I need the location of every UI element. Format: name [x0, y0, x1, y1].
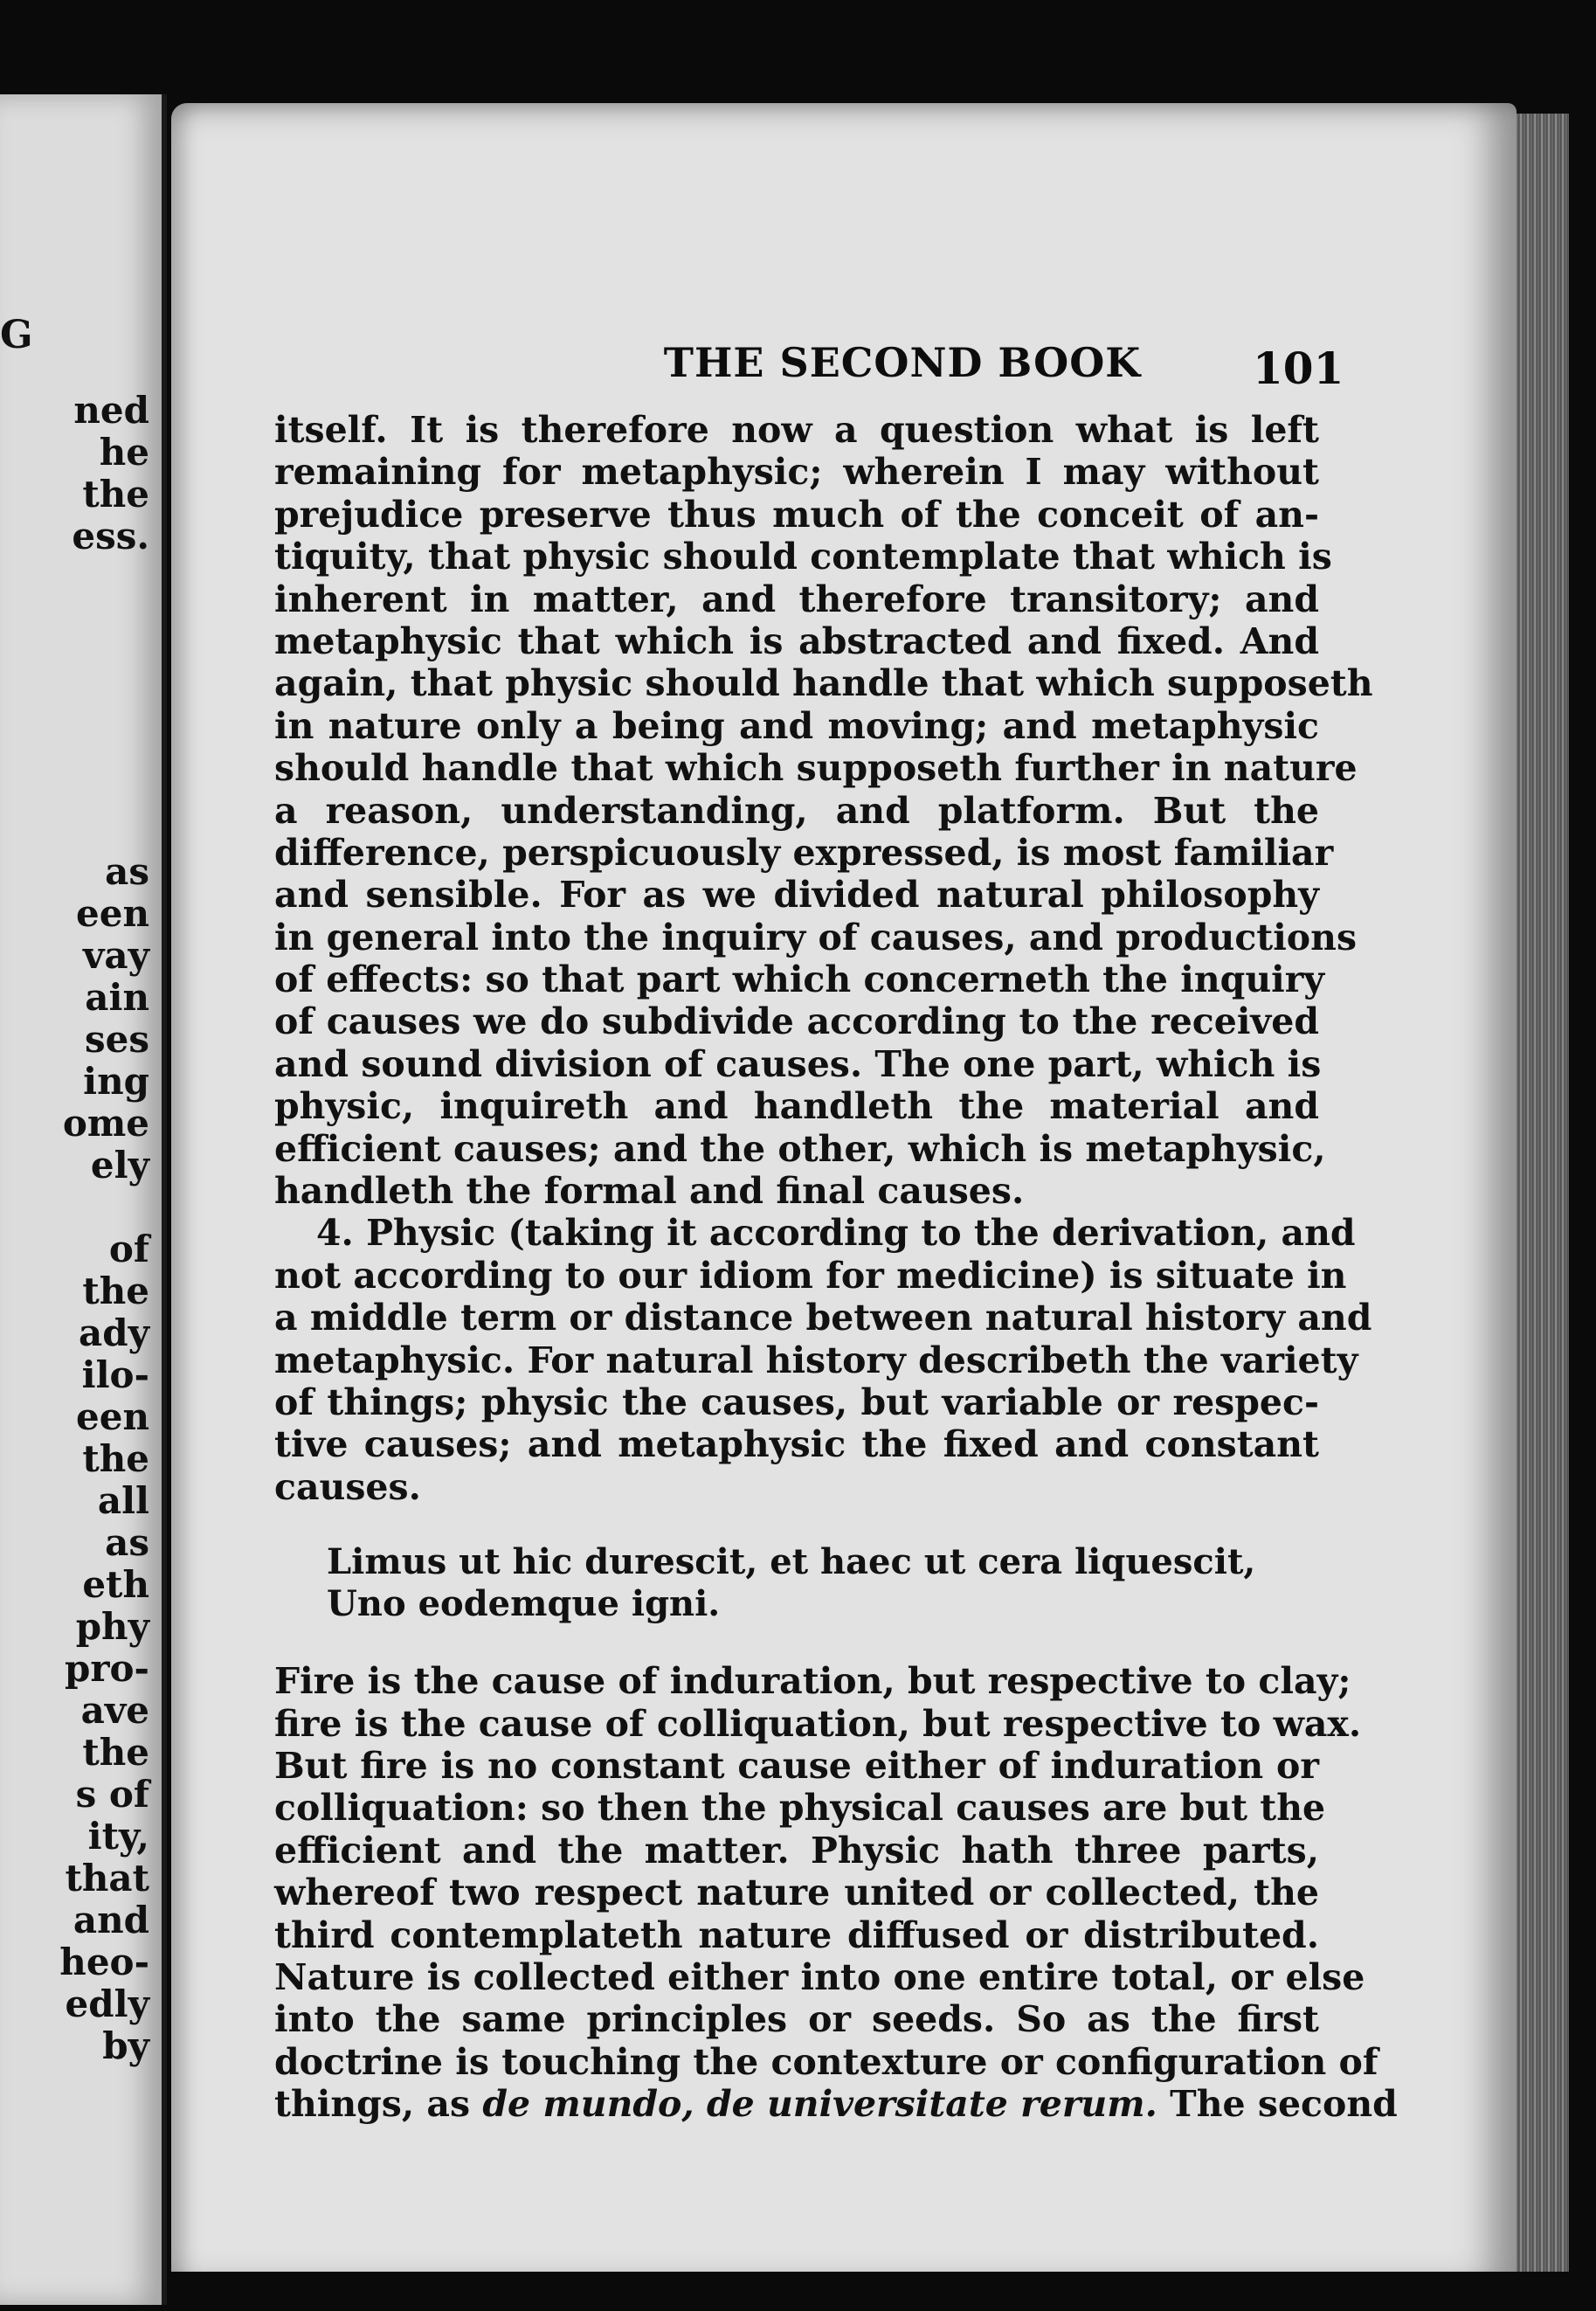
previous-page-line-fragment: vay [82, 934, 149, 977]
paragraph-2 [274, 1212, 1372, 1508]
body-text [274, 409, 1398, 2126]
text-line: Fire is the cause of induration, but respective to clay; [274, 1660, 1351, 1703]
previous-page-line-fragment: ilo- [81, 1353, 149, 1396]
previous-page-line-fragment: eth [82, 1563, 149, 1606]
previous-page [0, 94, 167, 2305]
text-line: of effects: so that part which concerneth the inquiry [274, 958, 1325, 1001]
text-line: of things; physic the causes, but variable or respec- [274, 1380, 1319, 1423]
text-line: into the same principles or seeds. So as the first [274, 1998, 1319, 2041]
previous-page-line-fragment: all [97, 1479, 149, 1522]
previous-page-line-fragment: ess. [72, 515, 149, 557]
text-line: in general into the inquiry of causes, and productions [274, 916, 1358, 958]
text-line: whereof two respect nature united or collected, the [274, 1872, 1319, 1914]
text-line: efficient causes; and the other, which is metaphysic, [274, 1127, 1326, 1170]
previous-page-line-fragment [59, 557, 149, 599]
text-line: in nature only a being and moving; and metaphysic [274, 704, 1319, 747]
text-line: and sensible. For as we divided natural philosophy [274, 874, 1319, 917]
running-head: THE SECOND BOOK [663, 339, 1142, 386]
previous-page-line-fragment: s of [75, 1773, 149, 1816]
previous-page-line-fragment: ned [73, 389, 149, 432]
text-line: handleth the formal and final causes. [274, 1170, 1025, 1213]
text-line: should handle that which supposeth further in nature [274, 747, 1358, 790]
previous-page-line-fragment: pro- [65, 1647, 149, 1690]
page-edge-stack [1517, 114, 1569, 2289]
previous-page-line-fragment [59, 599, 149, 641]
previous-page-line-fragment: the [82, 1270, 149, 1312]
previous-page-line-fragment [59, 809, 149, 851]
previous-page-line-fragment: as [105, 1521, 149, 1564]
previous-page-line-fragment: ome [62, 1102, 149, 1145]
previous-page-header-fragment: G [0, 313, 33, 357]
previous-page-line-fragment: of [108, 1228, 149, 1270]
text-line: doctrine is touching the contexture or configuration of [274, 2040, 1378, 2083]
previous-page-line-fragment: ain [85, 976, 149, 1019]
previous-page-line-fragment: by [102, 2024, 149, 2067]
text-line: physic, inquireth and handleth the material and [274, 1085, 1319, 1128]
previous-page-line-fragment: that [65, 1857, 149, 1899]
final-line-end: The second [1157, 2083, 1398, 2126]
previous-page-line-fragment: ave [80, 1689, 149, 1732]
text-line: third contemplateth nature diffused or distributed. [274, 1913, 1319, 1956]
text-line: and sound division of causes. The one part, which is [274, 1042, 1322, 1085]
previous-page-line-fragment: ity, [87, 1815, 149, 1858]
previous-page-line-fragment: ing [83, 1060, 149, 1103]
previous-page-line-fragment: the [82, 1437, 149, 1480]
text-line: tive causes; and metaphysic the fixed and constant [274, 1423, 1319, 1466]
previous-page-line-fragment: the [82, 473, 149, 515]
page-header [171, 339, 1517, 394]
previous-page-line-fragment: edly [65, 1982, 149, 2025]
previous-page-line-fragment [59, 725, 149, 767]
text-line: metaphysic. For natural history describeth the variety [274, 1339, 1358, 1381]
final-line [274, 2083, 1398, 2126]
text-line: But fire is no constant cause either of induration or [274, 1744, 1319, 1787]
previous-page-line-fragment [59, 641, 149, 683]
text-line: metaphysic that which is abstracted and fixed. And [274, 619, 1319, 662]
text-line: not according to our idiom for medicine) is situate in [274, 1254, 1347, 1297]
text-line: inherent in matter, and therefore transitory; and [274, 578, 1319, 620]
previous-page-line-fragment [59, 1187, 149, 1228]
previous-page-line-fragment: ady [79, 1311, 149, 1354]
previous-page-line-fragment: een [76, 892, 149, 935]
text-line: again, that physic should handle that which supposeth [274, 662, 1373, 705]
text-line: efficient and the matter. Physic hath three parts, [274, 1829, 1319, 1872]
previous-page-line-fragment: phy [75, 1605, 149, 1648]
verse-quotation [274, 1541, 1319, 1625]
text-line: a middle term or distance between natural history and [274, 1297, 1372, 1339]
paragraph-1 [274, 409, 1373, 1213]
text-line: 4. Physic (taking it according to the derivation, and [316, 1212, 1356, 1255]
previous-page-line-fragment: and [73, 1899, 149, 1941]
text-line: colliquation: so then the physical causes are but the [274, 1787, 1326, 1830]
page-number: 101 [1253, 342, 1344, 394]
previous-page-text [59, 390, 149, 2067]
text-line: remaining for metaphysic; wherein I may without [274, 451, 1319, 494]
previous-page-line-fragment: as [105, 850, 149, 893]
text-line: a reason, understanding, and platform. But the [274, 789, 1319, 832]
previous-page-line-fragment: heo- [59, 1941, 149, 1983]
italic-phrase: de mundo, de universitate rerum. [482, 2083, 1157, 2126]
book-page [171, 103, 1517, 2287]
text-line: causes. [274, 1465, 421, 1508]
text-line: Uno eodemque igni. [327, 1583, 721, 1625]
text-line: tiquity, that physic should contemplate that which is [274, 536, 1332, 578]
previous-page-line-fragment: ely [90, 1144, 149, 1187]
previous-page-line-fragment: the [82, 1731, 149, 1774]
text-line: of causes we do subdivide according to the received [274, 1000, 1319, 1043]
previous-page-line-fragment [59, 767, 149, 809]
previous-page-line-fragment: ses [84, 1018, 149, 1061]
text-line: prejudice preserve thus much of the conceit of an- [274, 493, 1319, 536]
previous-page-line-fragment [59, 683, 149, 725]
previous-page-line-fragment: he [99, 431, 149, 474]
text-line: Nature is collected either into one entire total, or else [274, 1955, 1365, 1998]
bottom-shadow [171, 2272, 1569, 2311]
text-line: itself. It is therefore now a question what is left [274, 409, 1319, 451]
paragraph-3 [274, 1660, 1378, 2083]
final-line-start: things, as [274, 2083, 483, 2126]
text-line: difference, perspicuously expressed, is most familiar [274, 831, 1334, 874]
text-line: fire is the cause of colliquation, but respective to wax. [274, 1702, 1362, 1745]
previous-page-line-fragment: een [76, 1395, 149, 1438]
text-line: Limus ut hic durescit, et haec ut cera liquescit, [327, 1541, 1256, 1583]
